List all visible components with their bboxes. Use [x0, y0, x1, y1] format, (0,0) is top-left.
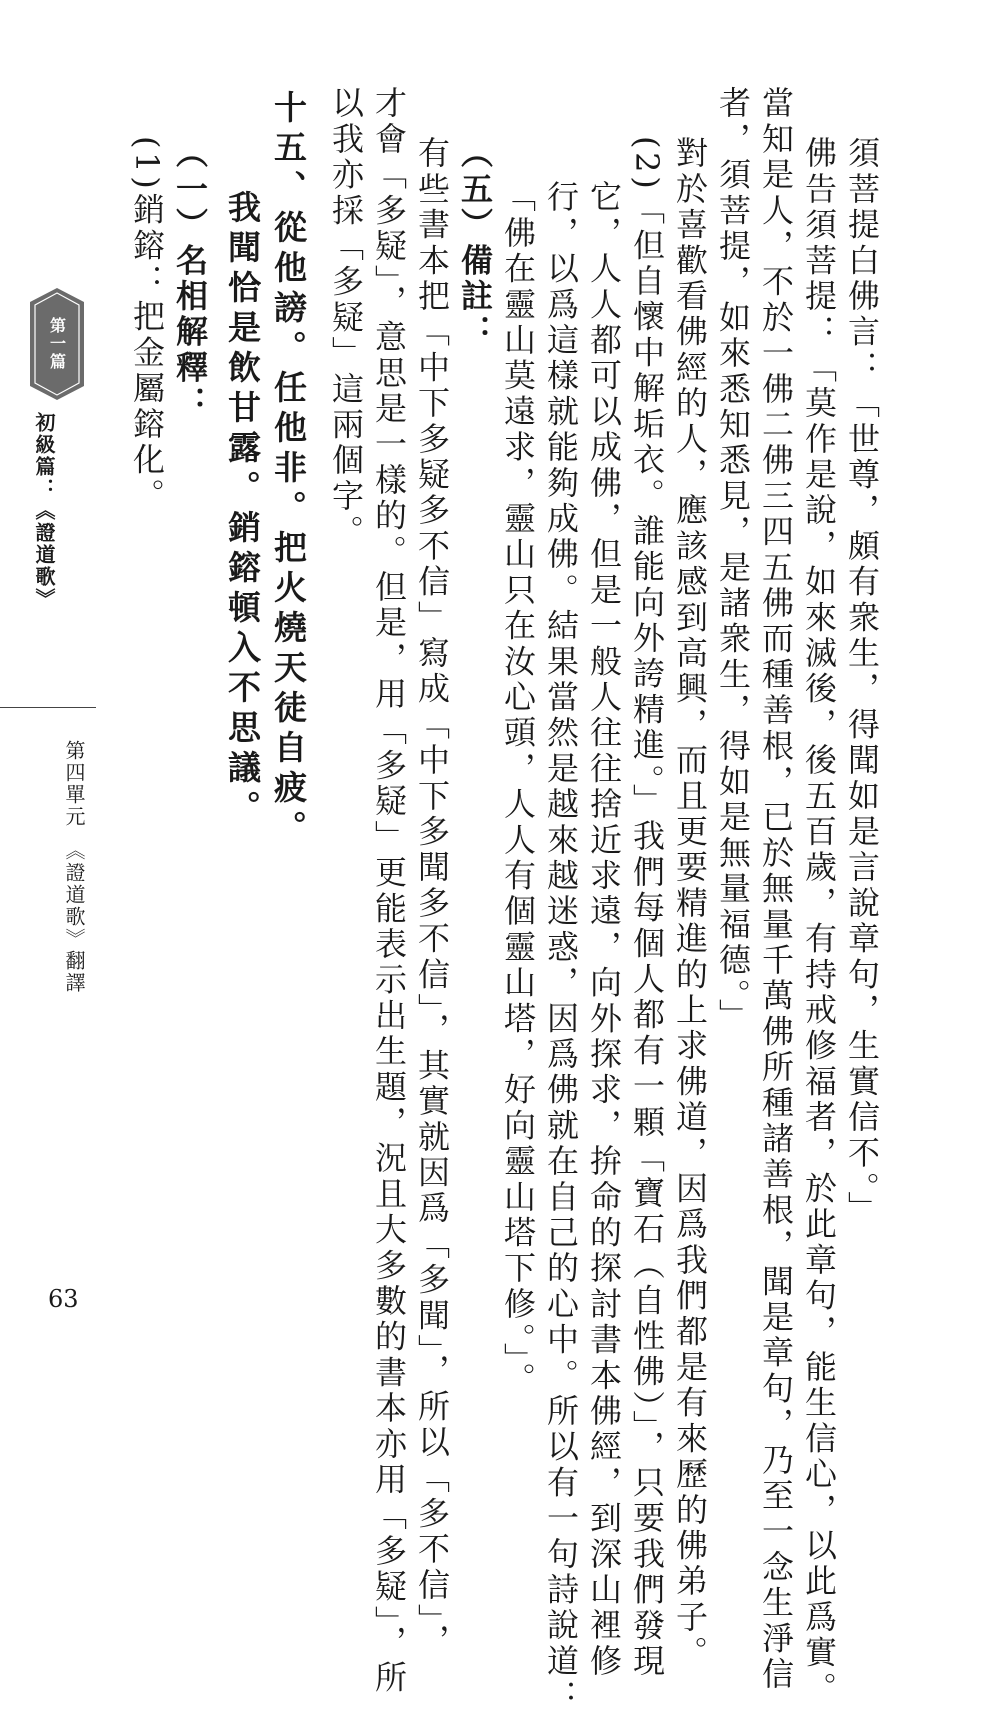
badge-label: 第一篇 [47, 317, 67, 371]
text-line-5: 對於喜歡看佛經的人，應該感到高興，而且更要精進的上求佛道，因爲我們都是有來歷的佛弟子。 [671, 136, 709, 1672]
text-line-6: (2)「但自懷中解垢衣。誰能向外誇精進。」我們每個人都有一顆「寶石（自性佛）」，只要我們發現 [628, 136, 666, 1680]
text-line-11: 有些書本把「中下多疑多不信」寫成「中下多聞多不信」，其實就因爲「多聞」，所以「多不信」， [413, 136, 451, 1659]
text-line-12: 才會「多疑」，意思是一樣的。但是，用「多疑」更能表示出生題，況且大多數的書本亦用「多疑」，所 [370, 86, 408, 1697]
running-head: 初級篇：《證道歌》 [32, 412, 56, 610]
text-line-1: 須菩提白佛言：「世尊，頗有衆生，得聞如是言說章句，生實信不。」 [843, 136, 881, 1227]
page-number: 63 [48, 1285, 79, 1313]
section-heading-notes: （五）備註： [456, 136, 494, 351]
text-line-3: 當知是人，不於一佛二佛三四五佛而種善根，已於無量千萬佛所種諸善根，聞是章句，乃至一念生淨信 [757, 86, 795, 1693]
section-heading-terms: （一）名相解釋： [171, 136, 209, 422]
text-line-2: 佛告須菩提：「莫作是說，如來滅後，後五百歲，有持戒修福者，於此章句，能生信心，以此爲實。 [800, 136, 838, 1707]
text-line-4: 者，須菩提，如來悉知悉見，是諸衆生，得如是無量福德。」 [714, 86, 752, 1034]
text-line-13: 以我亦採「多疑」這兩個字。 [327, 86, 365, 551]
verse-line-1: 十五、從他謗。任他非。把火燒天徒自疲。 [269, 90, 308, 850]
text-line-9: 「佛在靈山莫遠求，靈山只在汝心頭，人人有個靈山塔，好向靈山塔下修。」。 [499, 180, 537, 1398]
text-line-17: (1)銷鎔：把金屬鎔化。 [128, 136, 166, 514]
text-line-7: 它，人人都可以成佛，但是一般人往往捨近求遠，向外探求，拚命的探討書本佛經，到深山裡修 [585, 180, 623, 1680]
chapter-head: 第四單元 《證道歌》翻譯 [62, 740, 86, 994]
margin-divider [0, 707, 96, 708]
text-line-8: 行，以爲這樣就能夠成佛。結果當然是越來越迷惑，因爲佛就在自己的心中。所以有一句詩說道： [542, 180, 580, 1715]
verse-line-2: 我聞恰是飲甘露。銷鎔頓入不思議。 [223, 190, 262, 830]
